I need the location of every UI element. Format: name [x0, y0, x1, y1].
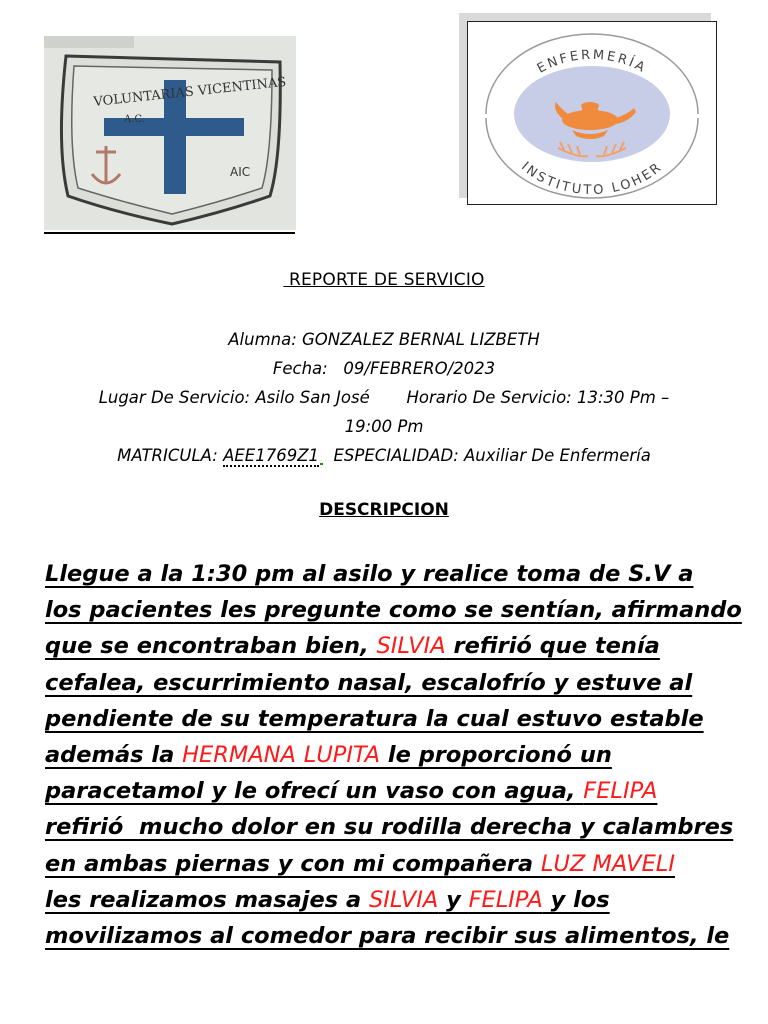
report-title [0, 270, 768, 290]
description-text: que se encontraban bien, [45, 633, 377, 660]
patient-name-highlight: HERMANA [182, 742, 296, 769]
svg-text:AIC: AIC [230, 165, 251, 179]
description-line [45, 846, 725, 882]
patient-name-highlight: LUPITA [303, 742, 381, 769]
report-meta [0, 325, 768, 470]
description-line [45, 737, 725, 773]
description-line [45, 701, 725, 737]
description-text: movilizamos al comedor para recibir sus alimentos, le [45, 923, 730, 950]
report-date: Fecha: 09/FEBRERO/2023 [272, 359, 496, 378]
description-text: les realizamos masajes a [45, 886, 369, 913]
description-text: le proporcionó un [380, 742, 612, 769]
description-text: paracetamol y le ofrecí un vaso con agua, [45, 778, 584, 805]
description-line [45, 628, 725, 664]
description-text: cefalea, escurrimiento nasal, escalofrío y estuve al [45, 669, 693, 696]
description-body [45, 556, 742, 954]
description-text: pendiente de su temperatura la cual estuvo estable [45, 705, 704, 732]
patient-name-highlight: SILVIA [369, 886, 439, 913]
instituto-loher-logo [467, 21, 717, 205]
description-heading: DESCRIPCION [319, 500, 449, 520]
svg-text:A.C.: A.C. [124, 114, 145, 125]
matricula-specialty-line [0, 441, 768, 470]
patient-name-highlight: FELIPA [583, 778, 658, 805]
svg-text:ENFERMERÍA: ENFERMERÍA [534, 47, 650, 77]
voluntarias-vicentinas-logo [44, 36, 296, 230]
patient-name-highlight: LUZ MAVELI [540, 850, 675, 877]
description-text: y los [542, 886, 610, 913]
student-name: Alumna: GONZALEZ BERNAL LIZBETH [228, 330, 540, 349]
nursing-lamp-icon [468, 22, 716, 204]
description-line [45, 882, 725, 918]
svg-text:VOLUNTARIAS VICENTINAS: VOLUNTARIAS VICENTINAS [92, 74, 287, 110]
shield-emblem-icon [44, 36, 296, 230]
description-text: los pacientes les pregunte como se sentían, afirmando [45, 597, 742, 624]
patient-name-highlight: SILVIA [376, 633, 446, 660]
svg-text:INSTITUTO LOHER: INSTITUTO LOHER [518, 159, 666, 199]
description-line [45, 556, 725, 592]
matricula-value: AEE1769Z1 [223, 446, 319, 465]
report-title-text: REPORTE DE SERVICIO [283, 270, 485, 290]
description-text: además la [45, 742, 183, 769]
description-heading-wrap [0, 500, 768, 520]
matricula-label: MATRICULA: [117, 446, 224, 465]
service-schedule-end: 19:00 Pm [344, 417, 424, 436]
description-line [45, 665, 725, 701]
specialty: ESPECIALIDAD: Auxiliar De Enfermería [323, 446, 651, 465]
description-line [45, 592, 742, 628]
description-text [296, 742, 304, 768]
description-text: refirió que tenía [445, 633, 660, 660]
description-line [45, 918, 730, 954]
description-line [45, 809, 734, 845]
logo-underline [44, 232, 295, 234]
patient-name-highlight: FELIPA [468, 886, 543, 913]
description-text: Llegue a la 1:30 pm al asilo y realice toma de S.V a [45, 561, 694, 587]
description-text: y [438, 886, 469, 913]
description-text: refirió mucho dolor en su rodilla derecha y calambres [45, 814, 734, 841]
description-text: en ambas piernas y con mi compañera [45, 850, 541, 877]
description-line [45, 773, 725, 809]
service-place-schedule: Lugar De Servicio: Asilo San José Horario De Servicio: 13:30 Pm – [98, 388, 670, 407]
